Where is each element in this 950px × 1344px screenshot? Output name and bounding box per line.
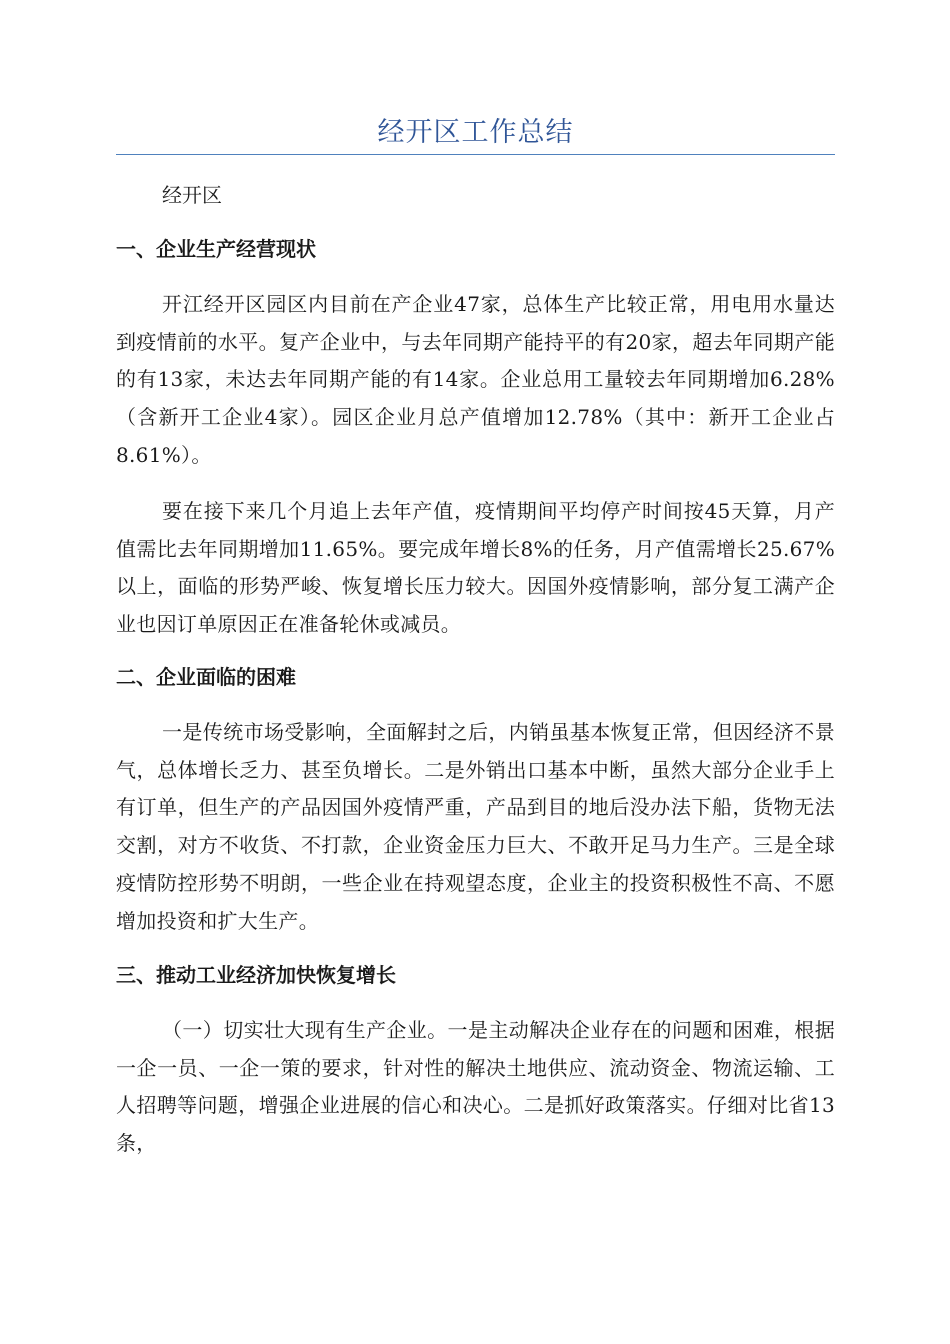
document-title: 经开区工作总结 <box>377 117 574 148</box>
section-2-paragraph-1: 一是传统市场受影响，全面解封之后，内销虽基本恢复正常，但因经济不景气，总体增长乏力、甚至负增长。二是外销出口基本中断，虽然大部分企业手上有订单，但生产的产品因国外疫情严重，产品到目的地后没办法下船，货物无法交割，对方不收货、不打款，企业资金压力巨大、不敢开足马力生产。三是全球疫情防控形势不明朗，一些企业在持观望态度，企业主的投资积极性不高、不愿增加投资和扩大生产。 <box>116 720 835 933</box>
organization-name: 经开区 <box>162 183 222 207</box>
section-1-paragraph-2: 要在接下来几个月追上去年产值，疫情期间平均停产时间按45天算，月产值需比去年同期增加11.65%。要完成年增长8%的任务，月产值需增长25.67%以上，面临的形势严峻、恢复增长压力较大。因国外疫情影响，部分复工满产企业也因订单原因正在准备轮休或减员。 <box>116 499 835 637</box>
title-underline <box>116 154 835 155</box>
section-heading-3: 三、推动工业经济加快恢复增长 <box>116 963 396 987</box>
section-heading-2: 二、企业面临的困难 <box>116 665 296 689</box>
section-heading-1: 一、企业生产经营现状 <box>116 237 316 261</box>
section-3-paragraph-1: （一）切实壮大现有生产企业。一是主动解决企业存在的问题和困难，根据一企一员、一企一策的要求，针对性的解决土地供应、流动资金、物流运输、工人招聘等问题，增强企业进展的信心和决心。二是抓好政策落实。仔细对比省13条， <box>116 1018 835 1156</box>
section-1-paragraph-1: 开江经开区园区内目前在产企业47家，总体生产比较正常，用电用水量达到疫情前的水平。复产企业中，与去年同期产能持平的有20家，超去年同期产能的有13家，未达去年同期产能的有14家。企业总用工量较去年同期增加6.28%（含新开工企业4家）。园区企业月总产值增加12.78%（其中：新开工企业占8.61%）。 <box>116 292 835 467</box>
